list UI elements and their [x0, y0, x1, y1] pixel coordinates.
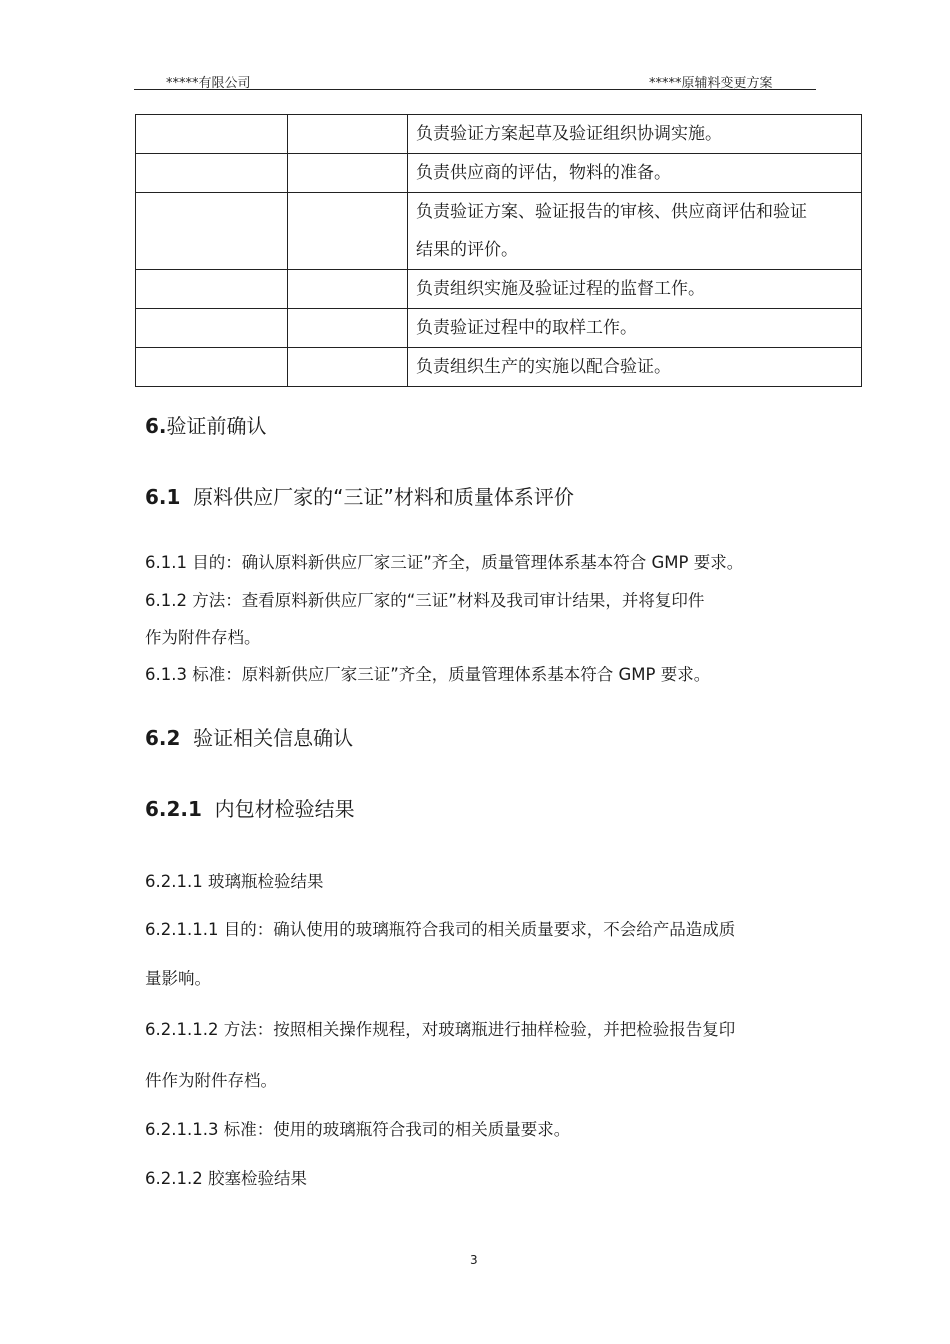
section-heading-6-1 [145, 481, 574, 510]
table-cell-desc: 负责验证过程中的取样工作。 [408, 309, 862, 348]
table-row [136, 154, 862, 193]
table-cell [136, 115, 288, 154]
table-cell-desc: 负责验证方案起草及验证组织协调实施。 [408, 115, 862, 154]
table-cell [288, 270, 408, 309]
paragraph: 6.1.2 方法：查看原料新供应厂家的“三证”材料及我司审计结果，并将复印件 [145, 591, 705, 610]
responsibility-table [135, 114, 862, 387]
table-cell-desc [408, 193, 862, 270]
header-rule [134, 89, 816, 90]
table-row [136, 270, 862, 309]
table-row [136, 348, 862, 387]
section-title: 原料供应厂家的“三证”材料和质量体系评价 [193, 485, 574, 509]
table-cell-desc: 负责组织实施及验证过程的监督工作。 [408, 270, 862, 309]
header-doc-title: *****原辅料变更方案 [649, 76, 773, 91]
table-cell [136, 193, 288, 270]
section-number: 6. [145, 414, 167, 438]
table-cell-desc: 负责组织生产的实施以配合验证。 [408, 348, 862, 387]
section-heading-6-2 [145, 722, 353, 751]
table-cell [288, 154, 408, 193]
desc-line: 负责验证方案、验证报告的审核、供应商评估和验证 [416, 202, 807, 222]
table-cell [288, 115, 408, 154]
page-number: 3 [470, 1253, 478, 1267]
section-number: 6.2 [145, 726, 181, 750]
paragraph: 6.1.1 目的：确认原料新供应厂家三证”齐全，质量管理体系基本符合 GMP 要求。 [145, 553, 744, 572]
paragraph: 6.2.1.1.1 目的：确认使用的玻璃瓶符合我司的相关质量要求，不会给产品造成质 [145, 920, 736, 939]
section-number: 6.1 [145, 485, 181, 509]
table-cell [136, 309, 288, 348]
paragraph: 件作为附件存档。 [145, 1071, 277, 1090]
paragraph: 6.2.1.1.3 标准：使用的玻璃瓶符合我司的相关质量要求。 [145, 1120, 571, 1139]
paragraph: 6.1.3 标准：原料新供应厂家三证”齐全，质量管理体系基本符合 GMP 要求。 [145, 665, 711, 684]
paragraph: 作为附件存档。 [145, 628, 261, 647]
table-cell [288, 309, 408, 348]
section-heading-6-2-1 [145, 793, 355, 822]
paragraph: 量影响。 [145, 969, 211, 988]
table-row [136, 193, 862, 270]
desc-line: 结果的评价。 [416, 240, 518, 260]
table-row [136, 309, 862, 348]
paragraph: 6.2.1.1.2 方法：按照相关操作规程，对玻璃瓶进行抽样检验，并把检验报告复印 [145, 1020, 736, 1039]
section-title: 验证相关信息确认 [193, 726, 354, 750]
section-heading-6 [145, 410, 267, 439]
paragraph: 6.2.1.1 玻璃瓶检验结果 [145, 872, 324, 891]
header-company: *****有限公司 [166, 76, 251, 91]
table-cell [136, 348, 288, 387]
table-cell [288, 193, 408, 270]
section-title: 内包材检验结果 [214, 797, 355, 821]
table-cell-desc: 负责供应商的评估，物料的准备。 [408, 154, 862, 193]
paragraph: 6.2.1.2 胶塞检验结果 [145, 1169, 307, 1188]
table-cell [136, 154, 288, 193]
section-number: 6.2.1 [145, 797, 202, 821]
table-cell [288, 348, 408, 387]
table-row [136, 115, 862, 154]
section-title: 验证前确认 [166, 414, 267, 438]
table-cell [136, 270, 288, 309]
